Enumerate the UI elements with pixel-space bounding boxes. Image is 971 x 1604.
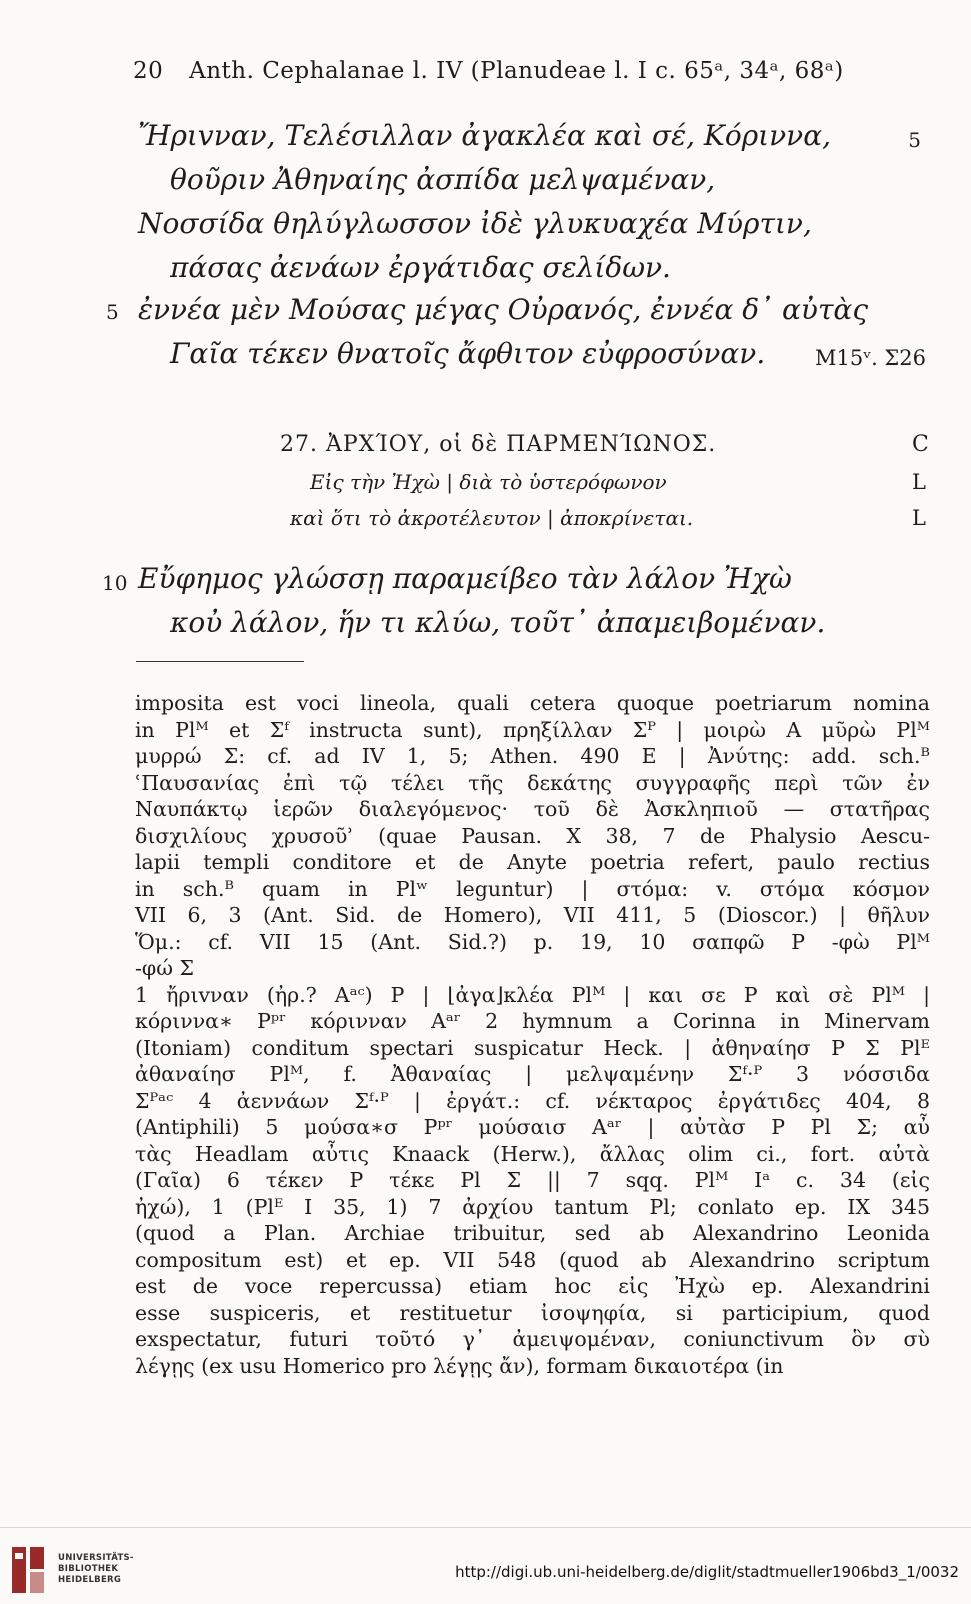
lemma-siglum: L: [912, 506, 926, 530]
apparatus-line: κόριννα∗ Pᵖʳ κόρινναν Aᵃʳ 2 hymnum a Corinna in Minervam: [135, 1009, 930, 1033]
title-siglum: C: [912, 432, 929, 457]
running-title: Anth. Cephalanae l. IV (Planudeae l. I c. 65ᵃ, 34ᵃ, 68ᵃ): [189, 58, 844, 84]
apparatus-line: μυρρώ Σ: cf. ad IV 1, 5; Athen. 490 E | Ἀνύτης: add. sch.ᴮ: [135, 744, 930, 768]
apparatus-line: VII 6, 3 (Ant. Sid. de Homero), VII 411, 5 (Dioscor.) | θῆλυν: [135, 903, 930, 927]
lemma-line: καὶ ὅτι τὸ ἀκροτέλευτον | ἀποκρίνεται.: [290, 506, 694, 530]
apparatus-line: ἀθαναίησ Plᴹ, f. Ἀθαναίας | μελψαμένην Σᶠ·ᴾ 3 νόσσιδα: [135, 1062, 930, 1086]
apparatus-line: δισχιλίους χρυσοῦʾ (quae Pausan. X 38, 7 de Phalysio Aescu-: [135, 823, 930, 848]
apparatus-line: Σᴾᵃᶜ 4 ἀεννάων Σᶠ·ᴾ | ἐργάτ.: cf. νέκταρος ἐργάτιδες 404, 8: [135, 1088, 930, 1113]
verse-line: Ἤριvναν, Τελέσιλλαν ἀγακλέα καὶ σέ, Κόριννα,: [138, 119, 831, 152]
apparatus-line: lapii templi conditore et de Anyte poetria refert, paulo rectius: [135, 850, 930, 874]
library-seal-icon: [10, 1545, 50, 1595]
verse-line: θοῦριν Ἀθηναίης ἀσπίδα μελψαμέναν,: [170, 163, 716, 196]
line-number: 10: [102, 571, 128, 595]
apparatus-line: compositum est) et ep. VII 548 (quod ab Alexandrino scriptum: [135, 1247, 930, 1272]
apparatus-line: λέγῃς (ex usu Homerico pro λέγῃς ἄν), formam δικαιοτέρα (in: [135, 1353, 784, 1378]
verse-line: κοὐ λάλον, ἥν τι κλύω, τοῦτ᾽ ἀπαμειβομέναν.: [170, 606, 826, 639]
apparatus-line: est de voce repercussa) etiam hoc εἰς Ἠχὼ ep. Alexandrini: [135, 1274, 930, 1298]
apparatus-line: (Γαῖα) 6 τέκεν P τέκε Pl Σ || 7 sqq. Plᴹ Iᵃ c. 34 (εἰς: [135, 1168, 930, 1192]
apparatus-line: imposita est voci lineola, quali cetera quoque poetriarum nomina: [135, 691, 930, 715]
epigram-title: 27. ἈΡΧΊΟΥ, οἱ δὲ ΠΑΡΜΕΝΊΩΝΟΣ.: [280, 432, 717, 457]
apparatus-line: ἠχώ), 1 (Plᴱ I 35, 1) 7 ἀρχίου tantum Pl; conlato ep. IX 345: [135, 1194, 930, 1219]
verse-line: Νοσσίδα θηλύγλωσσον ἰδὲ γλυκυαχέα Μύρτιν,: [138, 207, 812, 240]
critical-apparatus: [135, 690, 930, 1379]
apparatus-line: ʿΠαυσανίας ἐπὶ τῷ τέλει τῆς δεκάτης συγγραφῆς περὶ τῶν ἐν: [135, 770, 930, 795]
apparatus-line: -φώ Σ: [135, 956, 195, 980]
verse-line: ἐννέα μὲν Μούσας μέγας Οὐρανός, ἐννέα δ᾽ αὐτὰς: [138, 293, 869, 326]
apparatus-line: Ναυπάκτῳ ἱερῶν διαλεγόμενος· τοῦ δὲ Ἀσκληπιοῦ — στατῆρας: [135, 797, 930, 821]
verse-line: πάσας ἀενάων ἐργάτιδας σελίδων.: [170, 251, 671, 284]
apparatus-line: (Itoniam) conditum spectari suspicatur Heck. | ἀθηναίησ P Σ Plᴱ: [135, 1035, 930, 1060]
library-logo[interactable]: [10, 1545, 134, 1595]
lemma-siglum: L: [912, 470, 926, 494]
apparatus-line: in sch.ᴮ quam in Plʷ leguntur) | στόμα: v. στόμα κόσμον: [135, 876, 930, 901]
apparatus-line: τὰς Headlam αὖτις Knaack (Herw.), ἄλλας olim ci., fort. αὐτὰ: [135, 1141, 930, 1166]
apparatus-line: Ὅμ.: cf. VII 15 (Ant. Sid.?) p. 19, 10 σαπφῶ P -φὼ Plᴹ: [135, 929, 930, 954]
lemma-line: Εἰς τὴν Ἠχὼ | διὰ τὸ ὑστερόφωνον: [310, 470, 667, 494]
apparatus-line: exspectatur, futuri τοῦτό γ᾽ ἀμειψομέναν, coniunctivum ὃν σὺ: [135, 1327, 930, 1351]
apparatus-rule: [136, 661, 304, 662]
apparatus-line: 1 ἤριvναν (ἠρ.? Aᵃᶜ) P | ⌊ἀγα⌋κλέα Plᴹ | και σε P καὶ σὲ Plᴹ |: [135, 982, 930, 1007]
running-head: [133, 58, 923, 84]
apparatus-line: (quod a Plan. Archiae tribuitur, sed ab Alexandrino Leonida: [135, 1221, 930, 1245]
library-name: UNIVERSITÄTS- BIBLIOTHEK HEIDELBERG: [58, 1553, 134, 1585]
apparatus-line: in Plᴹ et Σᶠ instructa sunt), πρηξίλλαν Σᴾ | μοιρὼ A μῦρὼ Plᴹ: [135, 717, 930, 742]
source-url-link[interactable]: http://digi.ub.uni-heidelberg.de/diglit/stadtmueller1906bd3_1/0032: [455, 1563, 959, 1581]
source-reference: M15ᵛ. Σ26: [815, 346, 926, 370]
footer-divider: [0, 1527, 971, 1528]
verse-line: Γαῖα τέκεν θνατοῖς ἄφθιτον εὐφροσύναν.: [170, 337, 766, 370]
line-number: 5: [106, 300, 119, 324]
line-number: 5: [908, 128, 921, 152]
apparatus-line: esse suspiceris, et restituetur ἰσοψηφία, si participium, quod: [135, 1300, 930, 1325]
verse-line: Εὔφημος γλώσσῃ παραμείβεο τὰν λάλον Ἠχὼ: [138, 562, 792, 595]
page-number: 20: [133, 58, 164, 84]
apparatus-line: (Antiphili) 5 μούσα∗σ Pᵖʳ μούσαισ Aᵃʳ | αὐτὰσ P Pl Σ; αὖ: [135, 1115, 930, 1139]
